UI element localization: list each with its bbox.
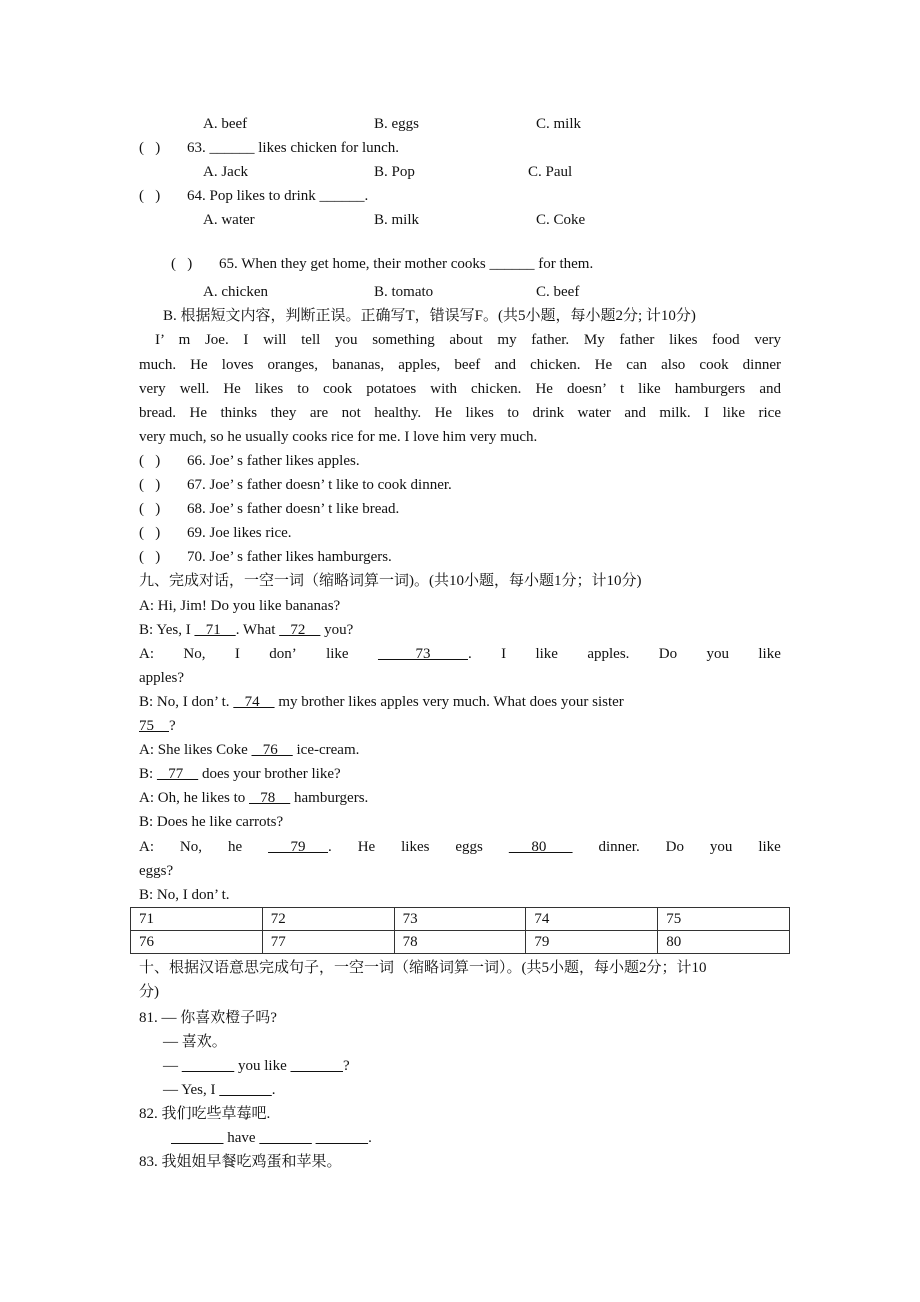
dialog-line: A: She likes Coke 76 ice-cream.: [139, 742, 360, 758]
q62-option-b: B. eggs: [374, 116, 419, 132]
tf-paren: ( ): [139, 525, 161, 541]
answer-table: [130, 907, 790, 954]
q82-prompt: 82. 我们吃些草莓吧.: [139, 1106, 271, 1122]
q81-answer-line: — Yes, I .: [163, 1082, 276, 1098]
q64-option-a: A. water: [203, 212, 255, 228]
q64-paren: ( ): [139, 188, 161, 204]
answer-cell-79[interactable]: 79: [526, 931, 658, 954]
dialog-line: B: 77 does your brother like?: [139, 766, 341, 782]
answer-cell-74[interactable]: 74: [526, 908, 658, 931]
q83-prompt: 83. 我姐姐早餐吃鸡蛋和苹果。: [139, 1154, 342, 1170]
table-row: [131, 931, 790, 954]
tf-question: 66. Joe’ s father likes apples.: [187, 453, 360, 469]
q62-option-a: A. beef: [203, 116, 248, 132]
section-10-title-cont: 分): [139, 984, 159, 1000]
passage-line: I’ m Joe. I will tell you something about my father. My father likes food very: [155, 332, 781, 348]
dialog-line: apples?: [139, 670, 184, 686]
blank[interactable]: [291, 1058, 344, 1074]
q64-option-c: C. Coke: [536, 212, 586, 228]
q81-question-line: — you like ?: [163, 1058, 350, 1074]
dialog-line: A: No, I don’ like 73 . I like apples. Do you like: [139, 646, 781, 662]
tf-question: 67. Joe’ s father doesn’ t like to cook dinner.: [187, 477, 452, 493]
q81-reply: — 喜欢。: [163, 1034, 227, 1050]
blank-75[interactable]: 75: [139, 718, 169, 734]
dialog-line: B: Does he like carrots?: [139, 814, 284, 830]
section-10-title: 十、根据汉语意思完成句子，一空一词（缩略词算一词）。(共5小题，每小题2分；计10: [139, 960, 707, 976]
blank-74[interactable]: 74: [233, 694, 275, 710]
blank[interactable]: [182, 1058, 235, 1074]
dialog-line: 75 ?: [139, 718, 176, 734]
tf-paren: ( ): [139, 501, 161, 517]
q65-option-b: B. tomato: [374, 284, 434, 300]
blank-77[interactable]: 77: [156, 766, 199, 782]
q65-text: 65. When they get home, their mother cooks ______ for them.: [219, 256, 594, 272]
dialog-line: A: Oh, he likes to 78 hamburgers.: [139, 790, 369, 806]
answer-cell-71[interactable]: 71: [131, 908, 263, 931]
q62-option-c: C. milk: [536, 116, 582, 132]
q82-answer-line: have .: [171, 1129, 372, 1147]
answer-cell-73[interactable]: 73: [394, 908, 526, 931]
answer-cell-80[interactable]: 80: [658, 931, 790, 954]
q63-option-a: A. Jack: [203, 164, 248, 180]
blank-79[interactable]: 79: [268, 839, 329, 855]
tf-question: 70. Joe’ s father likes hamburgers.: [187, 549, 392, 565]
answer-cell-75[interactable]: 75: [658, 908, 790, 931]
answer-cell-76[interactable]: 76: [131, 931, 263, 954]
section-b-title: B. 根据短文内容，判断正误。正确写T，错误写F。(共5小题，每小题2分; 计10分): [163, 308, 696, 324]
table-row: [131, 908, 790, 931]
tf-question: 68. Joe’ s father doesn’ t like bread.: [187, 501, 400, 517]
dialog-line: A: No, he 79 . He likes eggs 80 dinner. Do you like: [139, 839, 781, 855]
blank-80[interactable]: 80: [508, 839, 573, 855]
blank-71[interactable]: 71: [194, 622, 236, 638]
section-9-title: 九、完成对话，一空一词（缩略词算一词)。(共10小题，每小题1分；计10分): [139, 573, 642, 589]
q63-paren: ( ): [139, 140, 161, 156]
blank[interactable]: [219, 1082, 272, 1098]
passage-line: very much, so he usually cooks rice for me. I love him very much.: [139, 429, 538, 445]
tf-paren: ( ): [139, 477, 161, 493]
answer-cell-72[interactable]: 72: [262, 908, 394, 931]
q63-option-b: B. Pop: [374, 164, 415, 180]
passage-line: very well. He likes to cook potatoes with chicken. He doesn’ t like hamburgers and: [139, 381, 781, 397]
q63-text: 63. ______ likes chicken for lunch.: [187, 140, 400, 156]
dialog-line: A: Hi, Jim! Do you like bananas?: [139, 598, 341, 614]
q64-text: 64. Pop likes to drink ______.: [187, 188, 369, 204]
tf-question: 69. Joe likes rice.: [187, 525, 292, 541]
q65-paren: ( ): [171, 256, 193, 272]
answer-cell-78[interactable]: 78: [394, 931, 526, 954]
blank-73[interactable]: 73: [377, 646, 468, 662]
q81-prompt: 81. — 你喜欢橙子吗?: [139, 1010, 277, 1026]
blank-72[interactable]: 72: [279, 622, 321, 638]
dialog-line: B: No, I don’ t. 74 my brother likes apples very much. What does your sister: [139, 694, 624, 710]
q63-option-c: C. Paul: [528, 164, 573, 180]
answer-cell-77[interactable]: 77: [262, 931, 394, 954]
blank[interactable]: [316, 1130, 369, 1146]
blank[interactable]: [259, 1130, 312, 1146]
dialog-line: B: Yes, I 71 . What 72 you?: [139, 622, 354, 638]
q64-option-b: B. milk: [374, 212, 420, 228]
dialog-line: B: No, I don’ t.: [139, 887, 230, 903]
q65-option-a: A. chicken: [203, 284, 268, 300]
tf-paren: ( ): [139, 453, 161, 469]
tf-paren: ( ): [139, 549, 161, 565]
q65-option-c: C. beef: [536, 284, 580, 300]
passage-line: much. He loves oranges, bananas, apples, beef and chicken. He can also cook dinner: [139, 357, 781, 373]
blank[interactable]: [171, 1130, 224, 1146]
blank-78[interactable]: 78: [249, 790, 291, 806]
blank-76[interactable]: 76: [251, 742, 293, 758]
passage-line: bread. He thinks they are not healthy. He likes to drink water and milk. I like rice: [139, 405, 781, 421]
dialog-line: eggs?: [139, 863, 174, 879]
